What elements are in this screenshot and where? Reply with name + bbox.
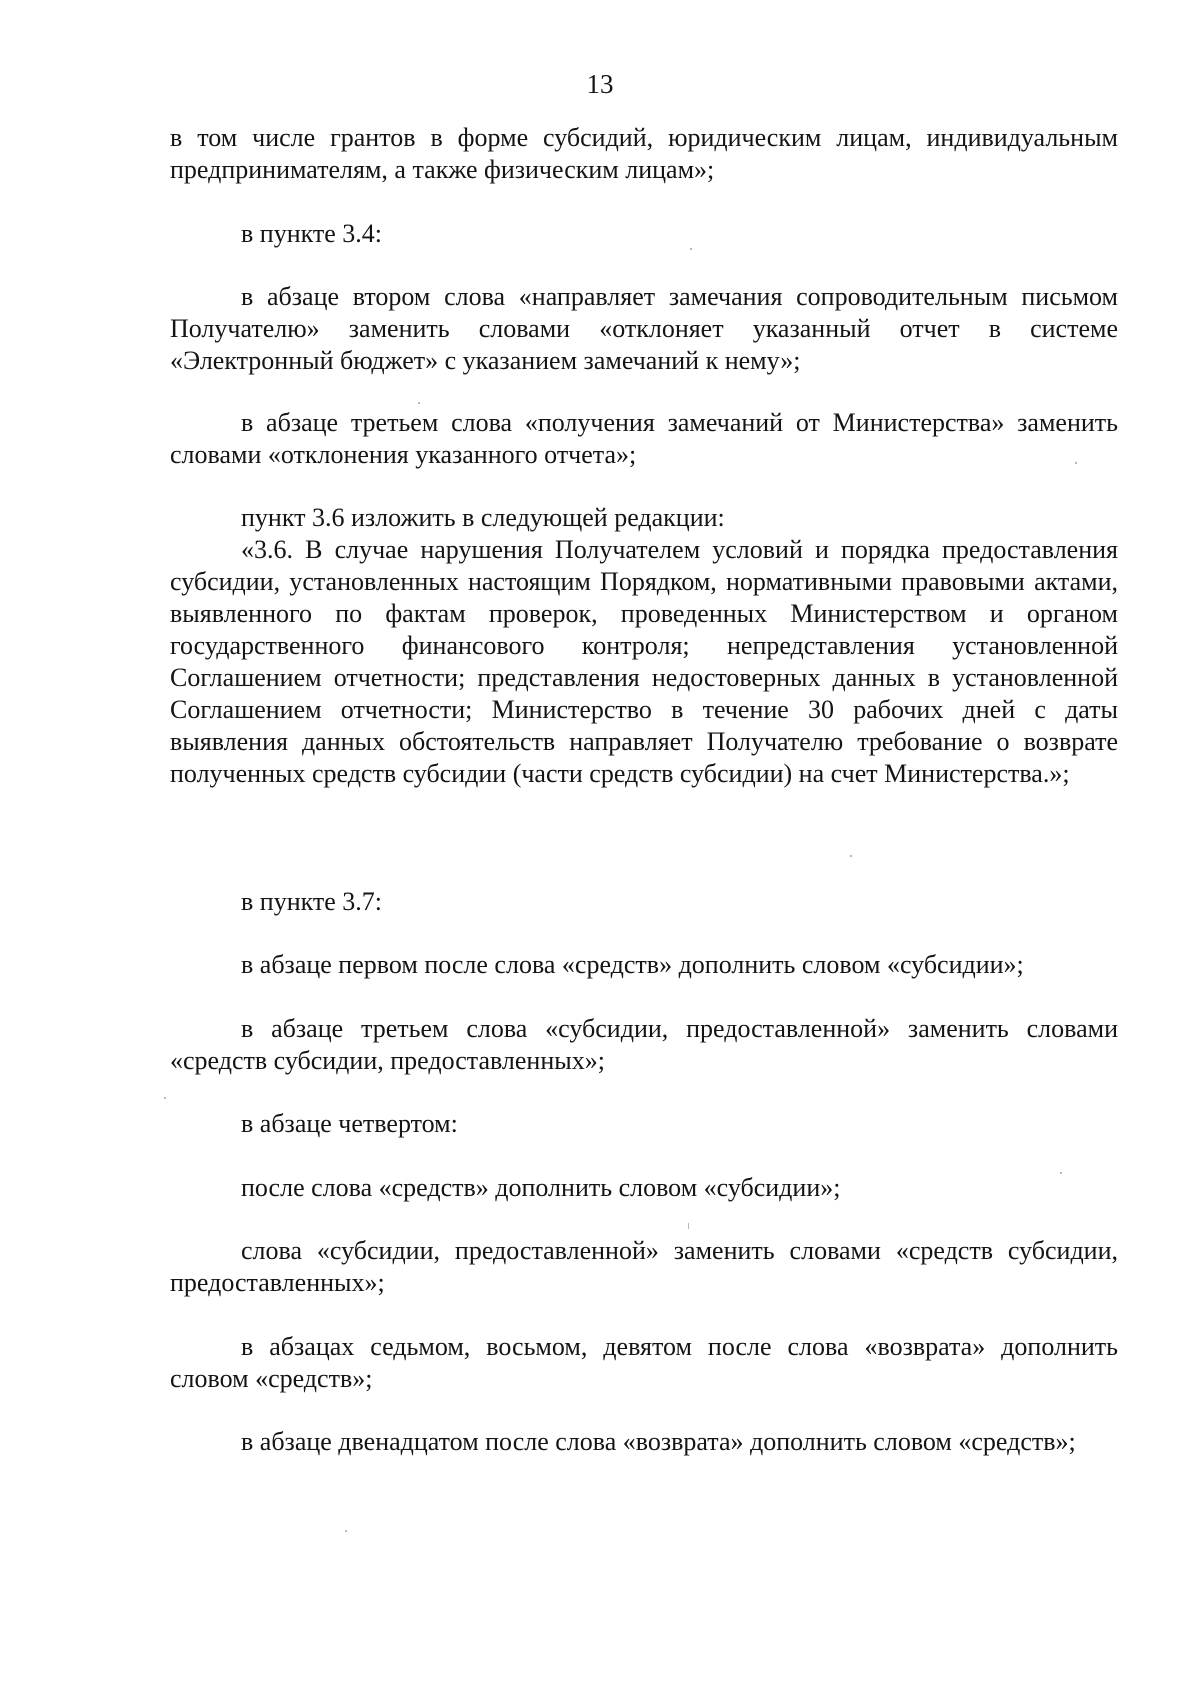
paragraph-text: в пункте 3.7: — [241, 887, 383, 916]
paragraph-point-3-6-text — [170, 534, 1118, 790]
paragraph-abzacy-7-8-9 — [170, 1331, 1118, 1395]
paragraph-abzac-12 — [170, 1426, 1118, 1458]
paragraph-point-3-4-abzac-3 — [170, 407, 1118, 471]
paragraph-text: в абзаце третьем слова «субсидии, предоставленной» заменить словами «средств субсидии, предоставленных»; — [170, 1014, 1118, 1075]
paragraph-abzac-4-item-2 — [170, 1235, 1118, 1299]
paragraph-text: слова «субсидии, предоставленной» заменить словами «средств субсидии, предоставленных»; — [170, 1236, 1118, 1297]
paragraph-point-3-7-abzac-4 — [170, 1108, 1118, 1140]
paragraph-text: в абзацах седьмом, восьмом, девятом после слова «возврата» дополнить словом «средств»; — [170, 1332, 1118, 1393]
paragraph-text: в абзаце втором слова «направляет замечания сопроводительным письмом Получателю» заменить словами «отклоняет указанный отчет в системе «Электронный бюджет» с указанием замечаний к нему»; — [170, 282, 1118, 375]
paragraph-continuation-grants — [170, 122, 1118, 186]
paragraph-text: «3.6. В случае нарушения Получателем условий и порядка предоставления субсидии, установленных настоящим Порядком, нормативными правовыми актами, выявленного по фактам проверок, проведенных Министерством и органом государственного финансового контроля; непредставления установленной Соглашением отчетности; представления недостоверных данных в установленной Соглашением отчетности; Министерство в течение 30 рабочих дней с даты выявления данных обстоятельств направляет Получателю требование о возврате полученных средств субсидии (части средств субсидии) на счет Министерства.»; — [170, 535, 1118, 788]
paragraph-text: в пункте 3.4: — [241, 219, 383, 248]
paragraph-point-3-7-abzac-1 — [170, 949, 1118, 981]
paragraph-text: в том числе грантов в форме субсидий, юридическим лицам, индивидуальным предпринимателям, а также физическим лицам»; — [170, 123, 1118, 184]
paragraph-point-3-4-abzac-2 — [170, 281, 1118, 377]
paragraph-point-3-6-intro — [170, 502, 1118, 534]
paragraph-text: пункт 3.6 изложить в следующей редакции: — [241, 503, 725, 532]
paragraph-text: в абзаце четвертом: — [241, 1109, 458, 1138]
paragraph-text: в абзаце третьем слова «получения замечаний от Министерства» заменить словами «отклонения указанного отчета»; — [170, 408, 1118, 469]
paragraph-abzac-4-item-1 — [170, 1172, 1118, 1204]
paragraph-text: в абзаце двенадцатом после слова «возврата» дополнить словом «средств»; — [241, 1427, 1076, 1456]
paragraph-point-3-4 — [170, 218, 1118, 250]
paragraph-point-3-7 — [170, 886, 1118, 918]
page-number: 13 — [586, 69, 614, 99]
paragraph-text: в абзаце первом после слова «средств» дополнить словом «субсидии»; — [241, 950, 1024, 979]
paragraph-text: после слова «средств» дополнить словом «субсидии»; — [241, 1173, 841, 1202]
paragraph-point-3-7-abzac-3 — [170, 1013, 1118, 1077]
